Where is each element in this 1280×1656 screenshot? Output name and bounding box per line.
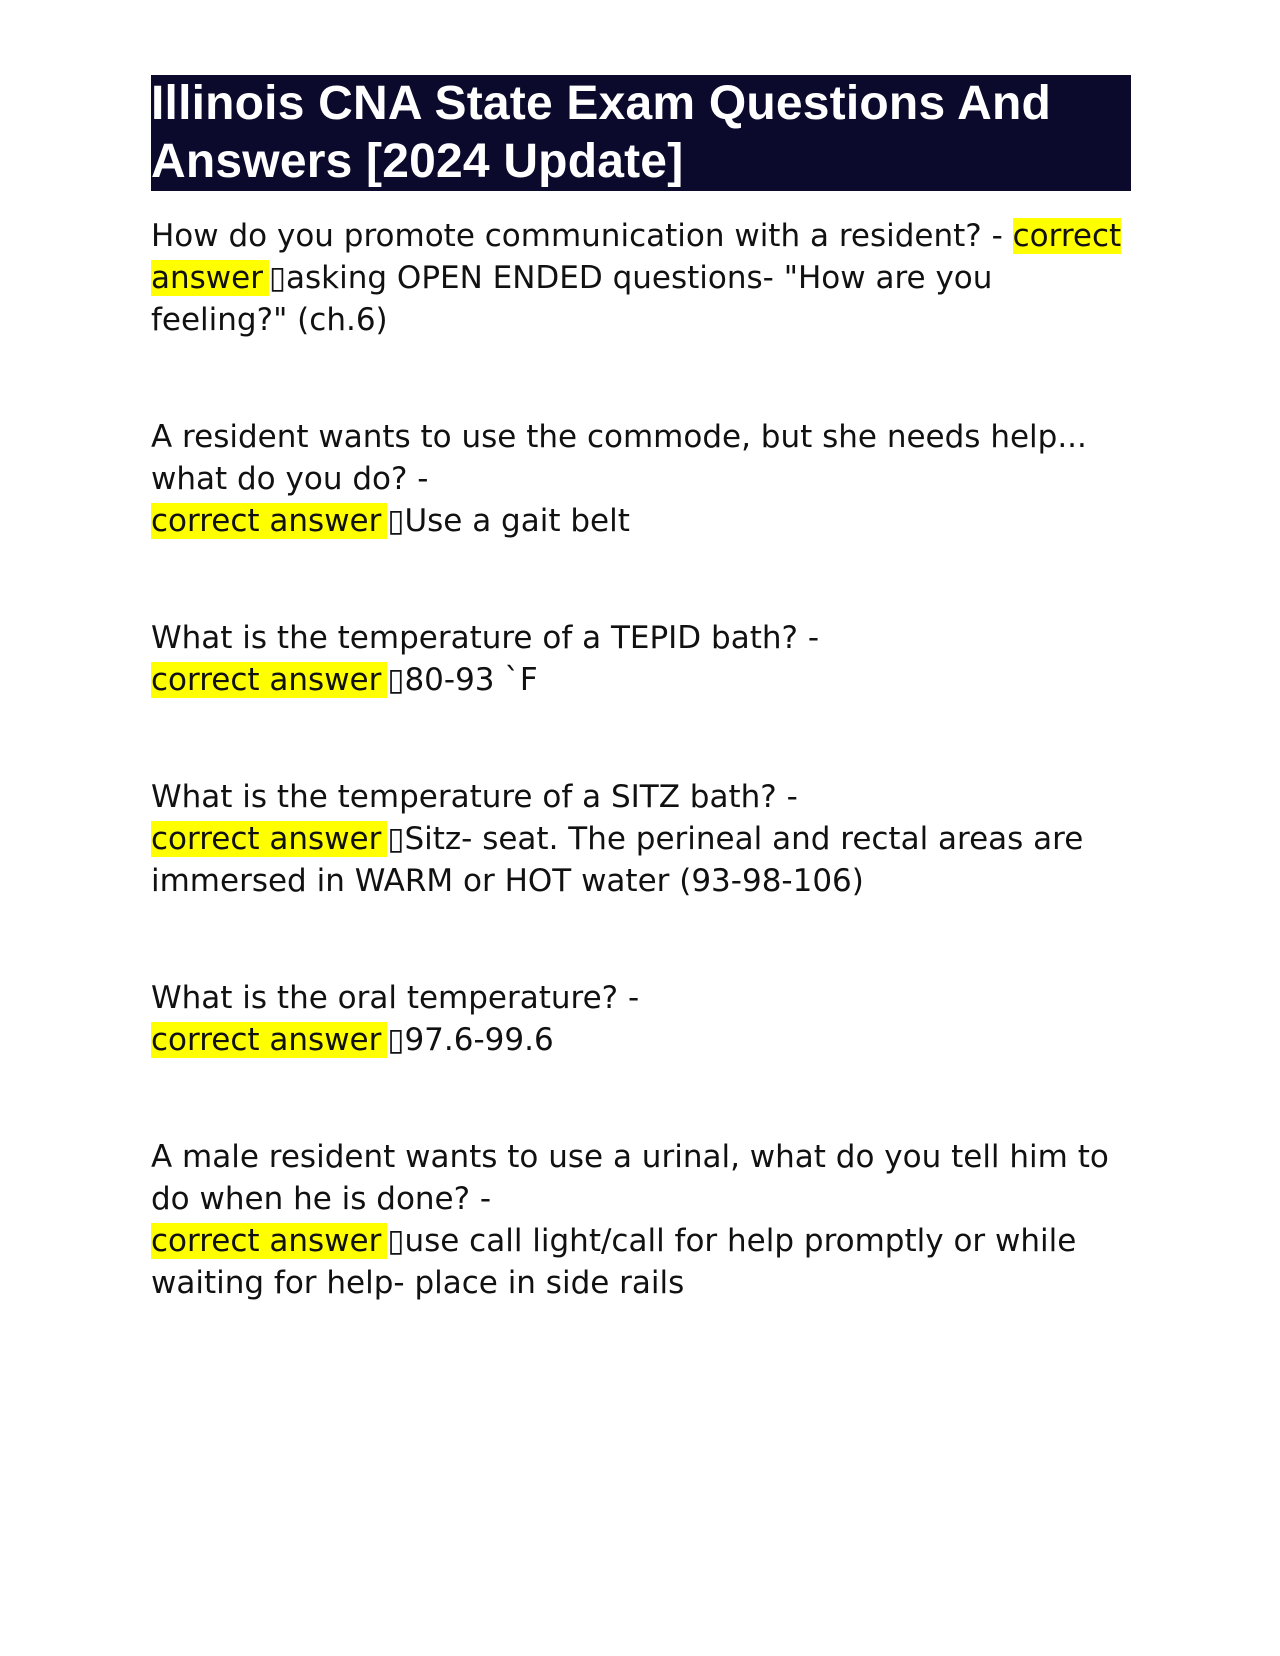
answer-marker-glyph: ▯ — [387, 821, 405, 857]
answer-label-highlight: correct answer — [151, 1022, 387, 1058]
answer-label-highlight: correct answer — [151, 821, 387, 857]
document-page — [151, 75, 1131, 1379]
answer-text: Use a gait belt — [404, 503, 630, 539]
question-text: What is the oral temperature? - — [151, 980, 640, 1016]
answer-marker-glyph: ▯ — [387, 503, 405, 539]
question-text: How do you promote communication with a resident? - — [151, 218, 1003, 254]
answer-marker-glyph: ▯ — [268, 260, 287, 296]
title-banner — [151, 75, 1131, 191]
answer-label-highlight: correct answer — [151, 218, 1122, 296]
answer-text: Sitz- seat. The perineal and rectal areas are immersed in WARM or HOT water (93-98-106) — [151, 821, 1084, 899]
qa-item — [151, 416, 1131, 542]
qa-item — [151, 977, 1131, 1061]
question-text: A male resident wants to use a urinal, what do you tell him to do when he is done? - — [151, 1139, 1109, 1217]
qa-item — [151, 617, 1131, 701]
answer-text: asking OPEN ENDED questions- "How are you feeling?" (ch.6) — [151, 260, 993, 338]
qa-item — [151, 776, 1131, 902]
qa-item — [151, 215, 1131, 341]
answer-marker-glyph: ▯ — [387, 662, 405, 698]
answer-label-highlight: correct answer — [151, 1223, 387, 1259]
answer-marker-glyph: ▯ — [387, 1223, 405, 1259]
document-title: Illinois CNA State Exam Questions And Answers [2024 Update] — [151, 77, 1051, 188]
question-text: A resident wants to use the commode, but she needs help... what do you do? - — [151, 419, 1087, 497]
question-text: What is the temperature of a TEPID bath? - — [151, 620, 819, 656]
qa-item — [151, 1136, 1131, 1304]
answer-text: 80-93 `F — [404, 662, 538, 698]
answer-label-highlight: correct answer — [151, 662, 387, 698]
question-text: What is the temperature of a SITZ bath? - — [151, 779, 798, 815]
answer-text: use call light/call for help promptly or while waiting for help- place in side rails — [151, 1223, 1077, 1301]
qa-list — [151, 215, 1131, 1304]
answer-marker-glyph: ▯ — [387, 1022, 405, 1058]
answer-label-highlight: correct answer — [151, 503, 387, 539]
answer-text: 97.6-99.6 — [404, 1022, 554, 1058]
